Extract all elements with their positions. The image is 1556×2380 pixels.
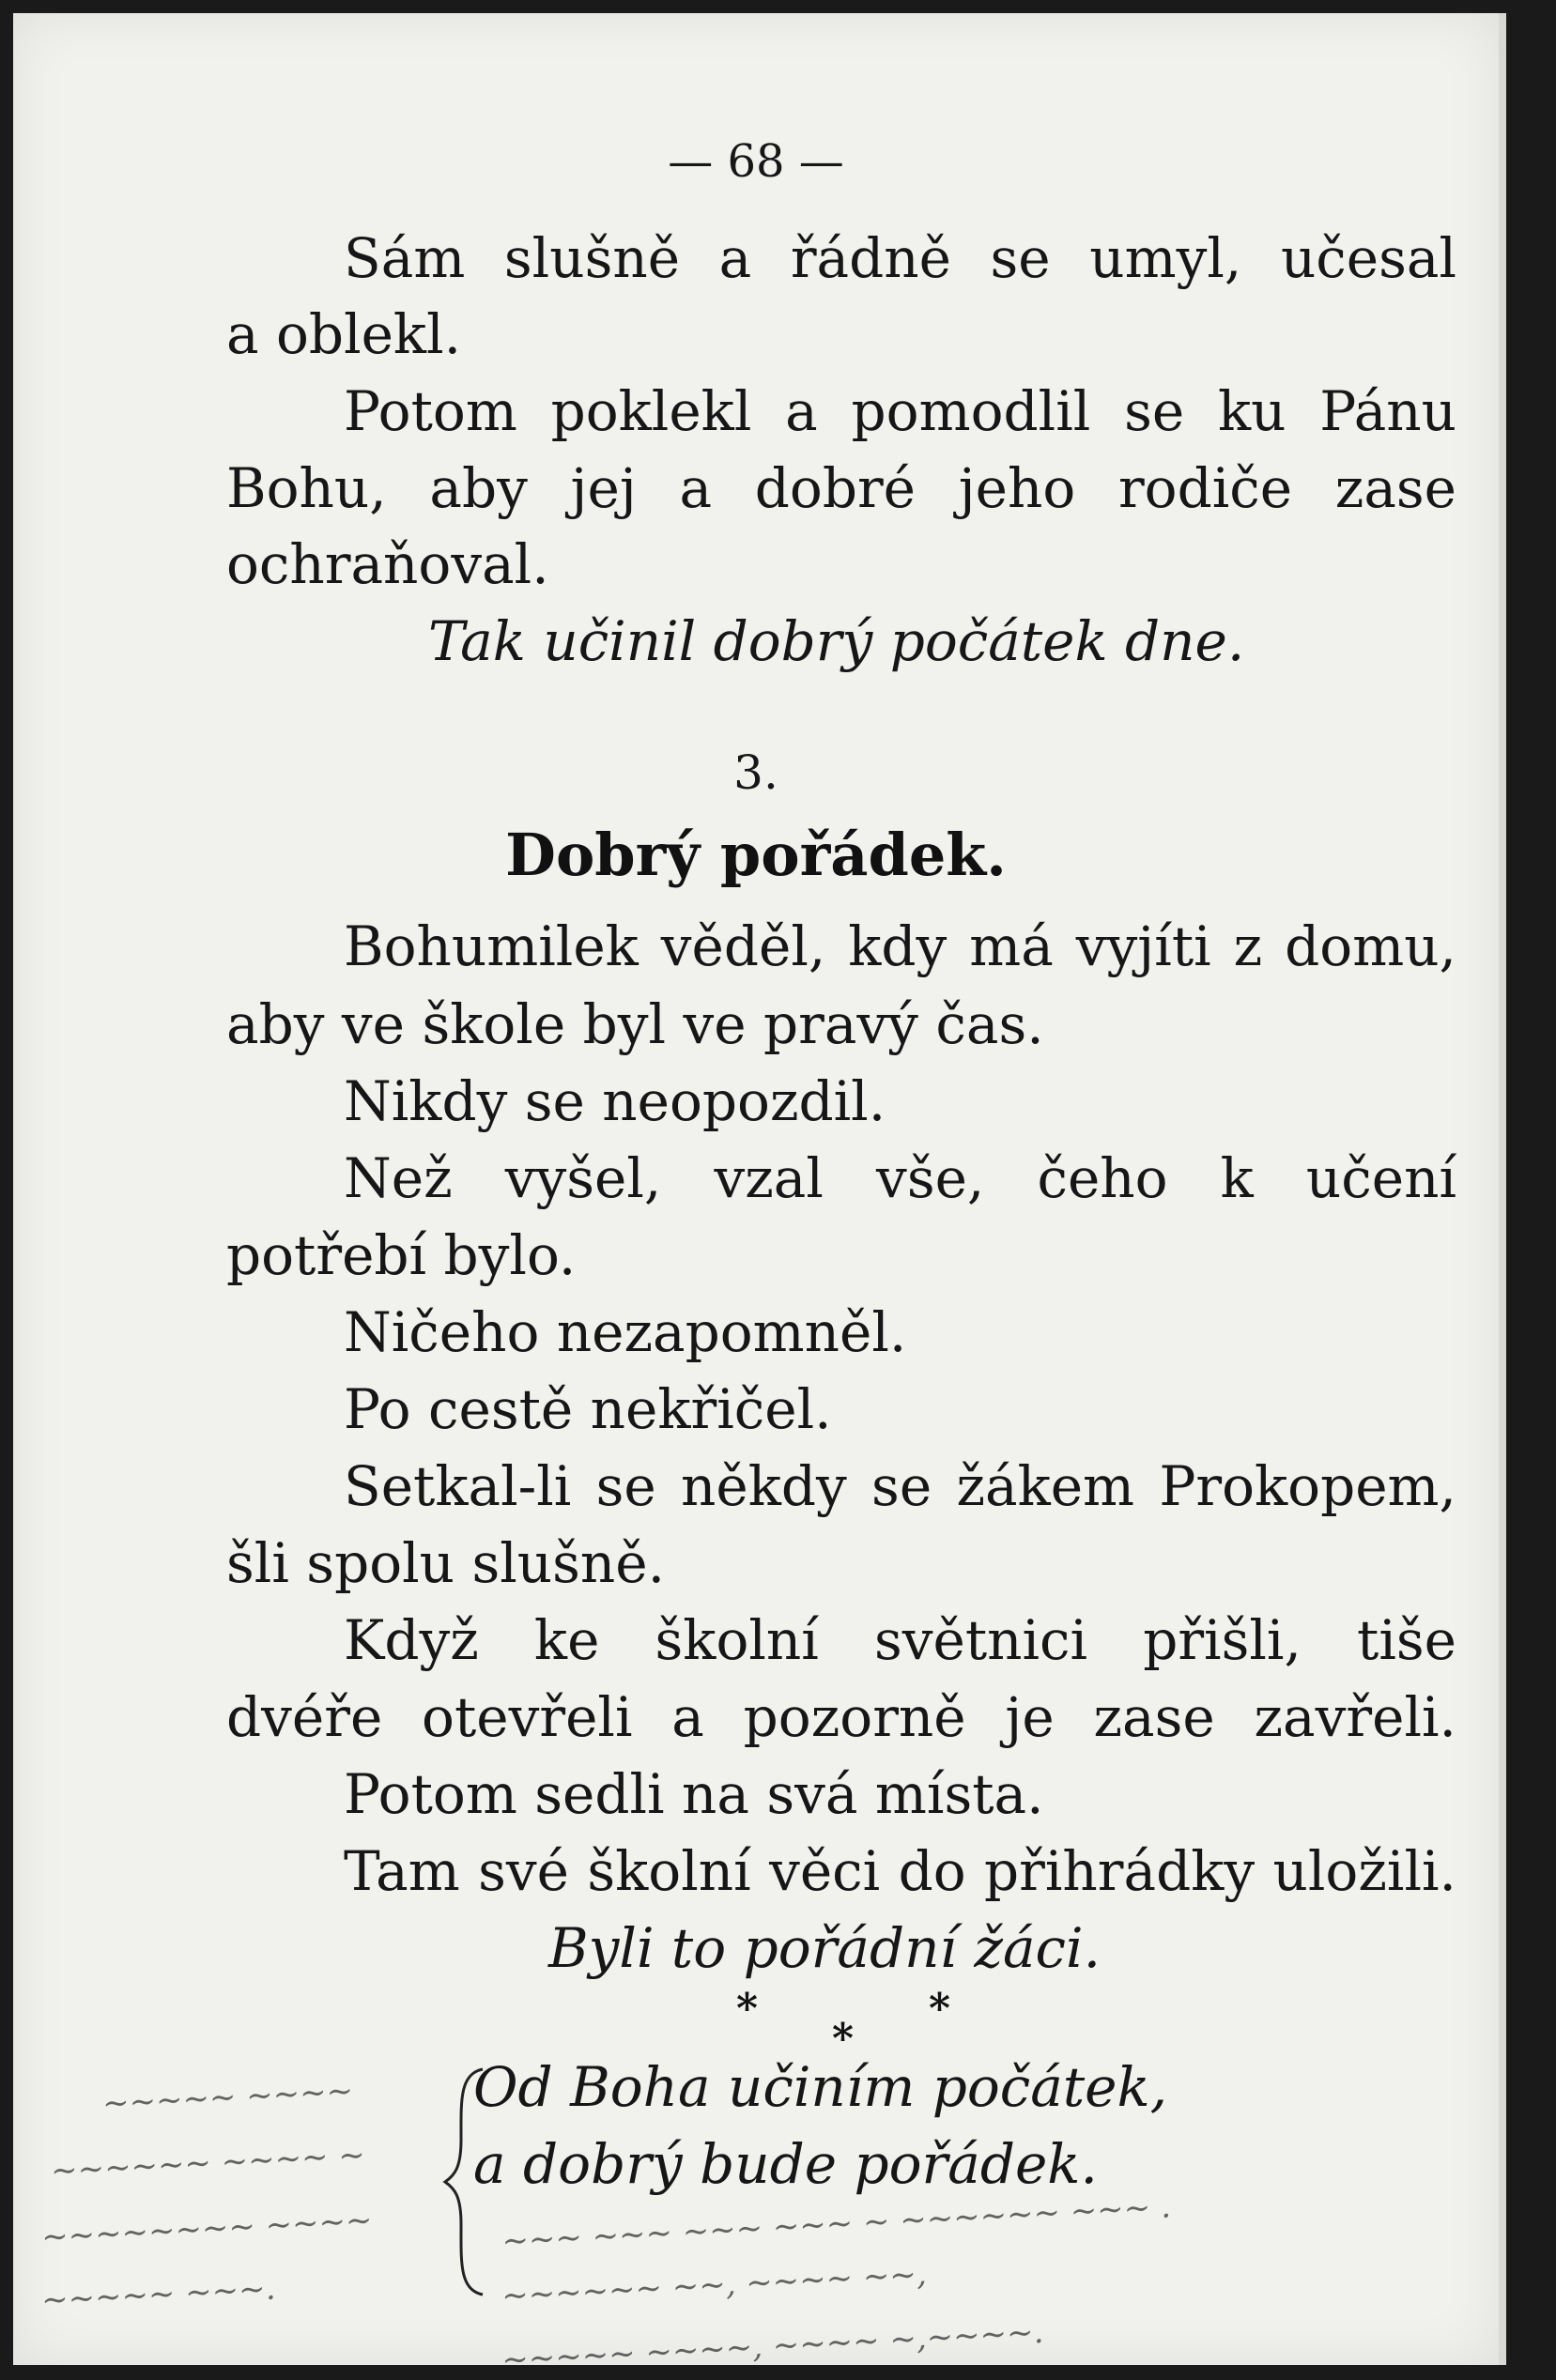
text-line: Setkal-li se někdy se žákem Prokopem, — [344, 1454, 1456, 1518]
text-line: Po cestě nekřičel. — [344, 1377, 832, 1441]
text-line: dvéře otevřeli a pozorně je zase zavřeli. — [226, 1685, 1456, 1749]
text-line: Bohumilek věděl, kdy má vyjíti z domu, — [344, 914, 1456, 978]
moral-line: Byli to pořádní žáci. — [548, 1916, 1102, 1980]
handwritten-note: ~~~~~ ~~~~ — [101, 2072, 355, 2123]
handwritten-note: ~~~ ~~~ ~~~ ~~~ ~ ~~~~~~ ~~~ . — [501, 2188, 1172, 2261]
text-line: aby ve škole byl ve pravý čas. — [226, 992, 1044, 1056]
text-line: Bohu, aby jej a dobré jeho rodiče zase — [226, 456, 1456, 520]
handwritten-note: ~~~~~ ~~~. — [40, 2269, 277, 2320]
book-page — [13, 13, 1499, 2380]
text-line: šli spolu slušně. — [226, 1531, 666, 1595]
handwritten-note: ~~~~~~ ~~~~ ~ — [50, 2136, 366, 2190]
page-edge — [1499, 13, 1506, 2365]
text-line: Potom poklekl a pomodlil se ku Pánu — [344, 379, 1456, 443]
handwritten-note: ~~~~~ ~~~~, ~~~~ ~,~~~~. — [501, 2312, 1045, 2380]
moral-line: Tak učinil dobrý počátek dne. — [428, 609, 1245, 673]
page-number: — 68 — — [668, 135, 844, 188]
handwritten-note: ~~~~~~~~ ~~~~ — [40, 2201, 374, 2257]
section-number: 3. — [733, 745, 778, 800]
verse-line: a dobrý bude pořádek. — [473, 2132, 1098, 2196]
text-line: Nikdy se neopozdil. — [344, 1069, 886, 1133]
text-line: a oblekl. — [226, 302, 462, 366]
text-line: Sám slušně a řádně se umyl, učesal — [344, 226, 1456, 290]
verse-line: Od Boha učiním počátek, — [473, 2055, 1168, 2119]
text-line: Ničeho nezapomněl. — [344, 1300, 907, 1364]
text-line: Když ke školní světnici přišli, tiše — [344, 1608, 1456, 1672]
text-line: Potom sedli na svá místa. — [344, 1762, 1044, 1826]
text-line: potřebí bylo. — [226, 1223, 577, 1287]
text-line: Tam své školní věci do přihrádky uložili. — [344, 1839, 1456, 1903]
handwritten-note: ~~~~~~ ~~, ~~~~ ~~, — [501, 2255, 928, 2315]
text-line: Než vyšel, vzal vše, čeho k učení — [344, 1146, 1456, 1210]
separator-stars: * * * — [736, 1985, 951, 2063]
section-title: Dobrý pořádek. — [505, 821, 1007, 889]
text-line: ochraňoval. — [226, 532, 549, 596]
